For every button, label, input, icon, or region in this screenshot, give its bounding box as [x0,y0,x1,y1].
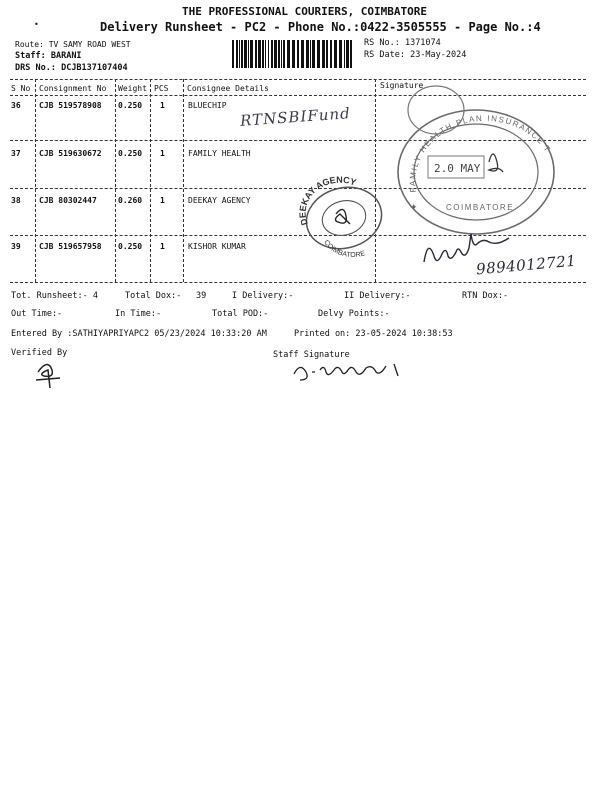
entered-by: Entered By :SATHIYAPRIYAPC2 05/23/2024 10:33:20 AM [11,329,267,339]
row-pcs: 1 [160,149,165,158]
delvy-points: Delvy Points:- [318,309,390,319]
table-top-rule [10,79,586,80]
col-header-consignee: Consignee Details [187,84,269,93]
svg-text:FAMILY HEALTH PLAN INSURANCE T [372,75,552,193]
staff-label: Staff: [15,51,46,61]
barcode-bar [317,40,320,68]
stamp-arc-text: FAMILY HEALTH PLAN INSURANCE TPA LTD [372,75,553,193]
rs-no-label: RS No.: [364,38,400,48]
stamp-city-text: COIMBATORE [446,203,515,212]
route-value: TV SAMY ROAD WEST [48,40,131,49]
barcode-bar [239,40,240,68]
rs-no-line [364,38,441,48]
family-health-stamp [372,75,556,232]
barcode-bar [297,40,299,68]
row-consignment: CJB 80302447 [39,196,97,205]
row-weight: 0.250 [118,149,143,158]
row-sno: 36 [11,101,21,110]
i-delivery: I Delivery:- [232,291,294,301]
verified-by-label: Verified By [11,348,68,358]
drs-label: DRS No.: [15,63,56,73]
row-weight: 0.250 [118,242,143,251]
row-consignment: CJB 519630672 [39,149,102,158]
tot-runsheet: Tot. Runsheet:- 4 [11,291,98,301]
barcode-bar [330,40,332,68]
barcode-bar [250,40,253,68]
in-time: In Time:- [115,309,162,319]
barcode-bar [292,40,295,68]
barcode-bar [271,40,273,68]
col-divider [35,79,36,282]
staff-line [15,51,82,61]
row-consignee: DEEKAY AGENCY [188,196,251,205]
row-sno: 37 [11,149,21,158]
rs-no-value: 1371074 [404,38,441,48]
barcode-bar [350,40,352,68]
drs-value: DCJB137107404 [61,63,128,73]
col-divider [183,79,184,282]
ii-delivery: II Delivery:- [344,291,411,301]
col-divider [115,79,116,282]
total-dox-label: Total Dox:- [125,291,182,301]
barcode-bar [322,40,325,68]
col-header-pcs: PCS [154,84,169,93]
rs-date-label: RS Date: [364,50,405,60]
barcode-bar [236,40,238,68]
barcode-bar [306,40,309,68]
barcode-bar [301,40,304,68]
barcode-bar [344,40,345,68]
rs-date-value: 23-May-2024 [410,50,467,60]
dot-mark: • [34,20,39,29]
barcode-graphic [232,40,357,68]
barcode-bar [255,40,257,68]
barcode-bar [268,40,269,68]
col-header-signature: Signature [380,81,424,90]
verified-by-signature [32,360,66,390]
barcode-bar [339,40,342,68]
total-dox-value: 39 [196,291,207,301]
deekay-stamp-city: COIMBATORE [322,239,366,260]
barcode-bar [310,40,311,68]
rs-date-line [364,50,466,60]
route-label: Route: [15,40,44,49]
barcode-bar [278,40,280,68]
handwritten-phone: 9894012721 [475,251,578,279]
row-sno: 38 [11,196,21,205]
col-header-consignment: Consignment No [39,84,107,93]
barcode-bar [232,40,234,68]
barcode-bar [265,40,266,68]
barcode-bar [258,40,261,68]
drs-line [15,63,128,73]
company-name: THE PROFESSIONAL COURIERS, COIMBATORE [182,5,428,18]
row-weight: 0.260 [118,196,143,205]
barcode-bar [241,40,243,68]
row-consignee: KISHOR KUMAR [188,242,246,251]
route-line [15,40,131,49]
deekay-agency-stamp [296,174,388,260]
barcode-bar [346,40,349,68]
stamp-date-text: 2.0 MAY [434,162,481,175]
runsheet-title: Delivery Runsheet - PC2 - Phone No.:0422-3505555 - Page No.:4 [100,20,541,34]
barcode-bar [262,40,264,68]
out-time: Out Time:- [11,309,63,319]
barcode [232,40,357,68]
barcode-bar [244,40,247,68]
staff-signature-label: Staff Signature [273,350,350,360]
table-bottom-rule [10,282,586,283]
row-pcs: 1 [160,101,165,110]
barcode-bar [287,40,290,68]
row-pcs: 1 [160,196,165,205]
row-consignment: CJB 519578908 [39,101,102,110]
svg-text:✦: ✦ [410,202,418,212]
row-consignee: FAMILY HEALTH [188,149,251,158]
total-pod: Total POD:- [212,309,269,319]
barcode-bar [274,40,277,68]
barcode-bar [283,40,285,68]
row-sno: 39 [11,242,21,251]
col-header-weight: Weight [118,84,147,93]
row-weight: 0.250 [118,101,143,110]
printed-on: Printed on: 23-05-2024 10:38:53 [294,329,453,339]
row-consignment: CJB 519657958 [39,242,102,251]
barcode-bar [312,40,315,68]
staff-signature-graphic [290,360,410,384]
col-divider [150,79,151,282]
row-pcs: 1 [160,242,165,251]
rtn-dox: RTN Dox:- [462,291,509,301]
staff-value: BARANI [50,51,82,61]
barcode-bar [334,40,337,68]
barcode-bar [326,40,328,68]
barcode-bar [248,40,249,68]
col-header-sno: S No [11,84,31,93]
deekay-stamp-text: DEEKAY AGENCY [297,174,358,227]
row-consignee: BLUECHIP [188,101,227,110]
handwritten-rtn-note: RTNSBIFund [239,104,352,130]
barcode-bar [281,40,282,68]
